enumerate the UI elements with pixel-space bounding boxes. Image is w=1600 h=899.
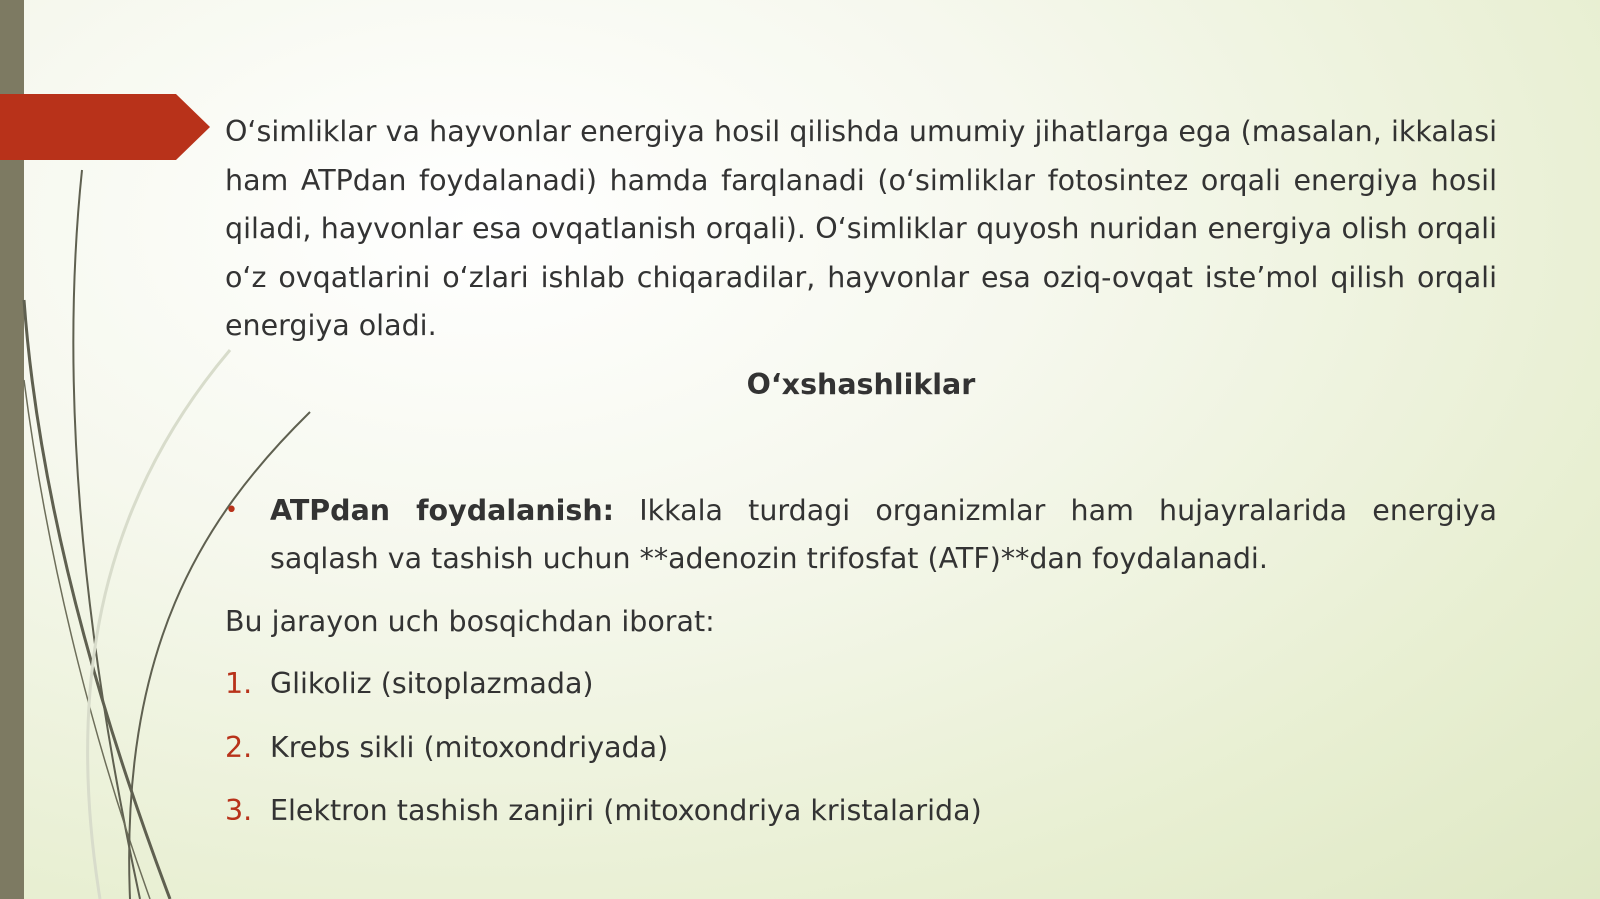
step-text: Elektron tashish zanjiri (mitoxondriya kristalarida) [270,794,982,827]
step-number: 2. [225,730,253,764]
list-item [225,724,1497,773]
intro-paragraph: O‘simliklar va hayvonlar energiya hosil qilishda umumiy jihatlarga ega (masalan, ikkalasi ham ATPdan foydalanadi) hamda farqlanadi (o‘simliklar fotosintez orqali energiya hosil qiladi, hayvonlar esa ovqatlanish orqali). O‘simliklar quyosh nuridan energiya olish orqali o‘z ovqatlarini o‘zlari ishlab chiqaradilar, hayvonlar esa oziq-ovqat iste’mol qilish orqali energiya oladi. [225,115,1497,342]
section-heading: O‘xshashliklar [746,367,976,401]
title-arrow-shape [0,94,210,160]
step-number: 1. [225,667,253,700]
slide-content [225,108,1497,851]
bullet-list [225,487,1497,584]
list-item [225,487,1497,584]
steps-intro: Bu jarayon uch bosqichdan iborat: [225,604,715,638]
bullet-text: Ikkala turdagi organizmlar ham hujayralarida energiya saqlash va tashish uchun **adenozin trifosfat (ATF)**dan foydalanadi. [270,493,1497,575]
steps-list [225,660,1497,836]
bullet-marker: • [225,497,238,523]
list-item [225,787,1497,836]
bullet-term: ATPdan foydalanish: [270,493,615,527]
step-text: Krebs sikli (mitoxondriyada) [270,730,669,764]
list-item [225,660,1497,709]
step-number: 3. [225,794,253,827]
step-text: Glikoliz (sitoplazmada) [270,667,594,700]
